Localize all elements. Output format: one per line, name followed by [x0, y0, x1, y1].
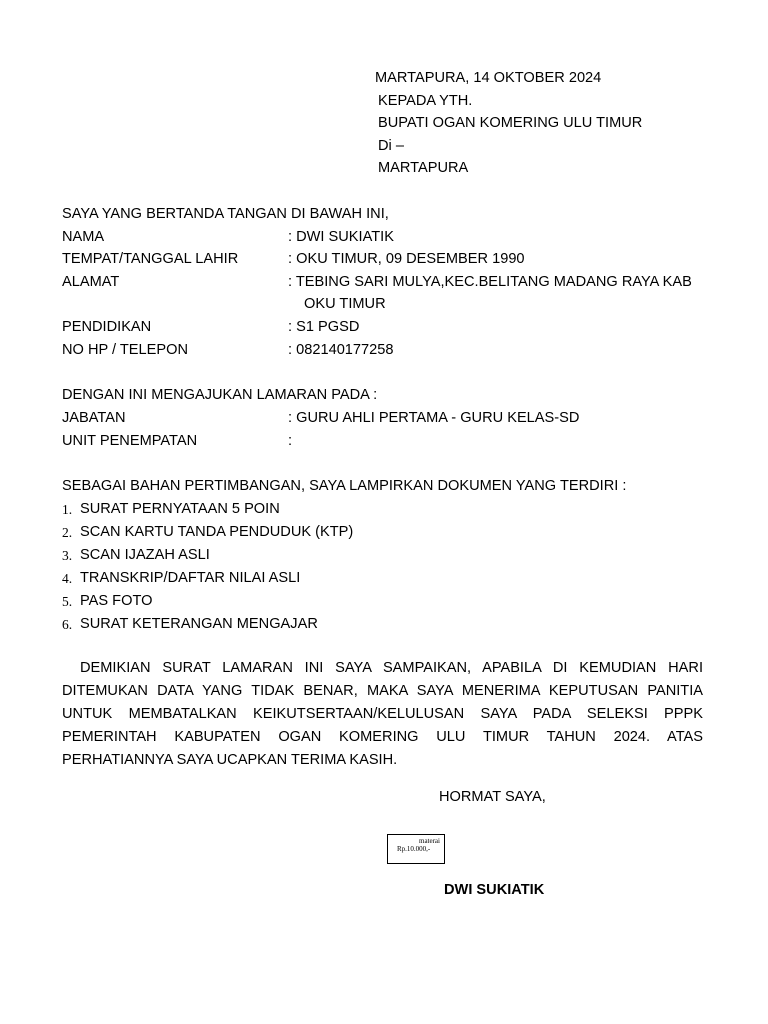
education-value: : S1 PGSD: [288, 319, 360, 335]
attachment-item: PAS FOTO: [80, 593, 153, 609]
unit-label: UNIT PENEMPATAN: [62, 433, 198, 449]
birth-label: TEMPAT/TANGGAL LAHIR: [62, 251, 239, 267]
attachment-number: 3.: [62, 548, 73, 563]
signer-name: DWI SUKIATIK: [444, 882, 545, 898]
letter-date: MARTAPURA, 14 OKTOBER 2024: [375, 70, 602, 86]
position-label: JABATAN: [62, 410, 126, 426]
address-label: ALAMAT: [62, 274, 120, 290]
phone-value: : 082140177258: [288, 342, 394, 358]
attachment-item: SURAT PERNYATAAN 5 POIN: [80, 501, 280, 517]
application-intro: DENGAN INI MENGAJUKAN LAMARAN PADA :: [62, 387, 378, 403]
name-label: NAMA: [62, 229, 105, 245]
stamp-duty-box: [387, 834, 445, 864]
recipient-name: BUPATI OGAN KOMERING ULU TIMUR: [378, 115, 643, 131]
stamp-label: materai: [419, 837, 440, 845]
address-value-continued: OKU TIMUR: [304, 296, 386, 312]
attachment-number: 2.: [62, 525, 73, 540]
recipient-at: Di –: [378, 138, 404, 154]
closing-paragraph-text: DEMIKIAN SURAT LAMARAN INI SAYA SAMPAIKAN, APABILA DI KEMUDIAN HARI DITEMUKAN DATA YANG TIDAK BENAR, MAKA SAYA MENERIMA KEPUTUSAN PANITIA UNTUK MEMBATALKAN KEIKUTSERTAAN/KELULUSAN SAYA PADA SELEKSI PPPK PEMERINTAH KABUPATEN OGAN KOMERING ULU TIMUR TAHUN 2024. ATAS PERHATIANNYA SAYA UCAPKAN TERIMA KASIH.: [62, 660, 703, 768]
attachment-number: 1.: [62, 502, 73, 517]
attachment-number: 6.: [62, 617, 73, 632]
attachments-intro: SEBAGAI BAHAN PERTIMBANGAN, SAYA LAMPIRKAN DOKUMEN YANG TERDIRI :: [62, 478, 627, 494]
education-label: PENDIDIKAN: [62, 319, 152, 335]
recipient-salutation: KEPADA YTH.: [378, 93, 473, 109]
attachment-number: 5.: [62, 594, 73, 609]
intro-statement: SAYA YANG BERTANDA TANGAN DI BAWAH INI,: [62, 206, 389, 222]
signature-greeting: HORMAT SAYA,: [439, 789, 546, 805]
attachment-item: SCAN KARTU TANDA PENDUDUK (KTP): [80, 524, 354, 540]
position-value: : GURU AHLI PERTAMA - GURU KELAS-SD: [288, 410, 580, 426]
attachment-number: 4.: [62, 571, 73, 586]
birth-value: : OKU TIMUR, 09 DESEMBER 1990: [288, 251, 525, 267]
name-value: : DWI SUKIATIK: [288, 229, 394, 245]
closing-paragraph: [62, 657, 703, 772]
address-value: : TEBING SARI MULYA,KEC.BELITANG MADANG RAYA KAB: [288, 274, 692, 290]
recipient-city: MARTAPURA: [378, 160, 469, 176]
stamp-amount: Rp.10.000,-: [397, 845, 431, 853]
attachment-item: SURAT KETERANGAN MENGAJAR: [80, 616, 318, 632]
phone-label: NO HP / TELEPON: [62, 342, 188, 358]
attachment-item: TRANSKRIP/DAFTAR NILAI ASLI: [80, 570, 301, 586]
attachment-item: SCAN IJAZAH ASLI: [80, 547, 210, 563]
unit-value: :: [288, 433, 293, 449]
